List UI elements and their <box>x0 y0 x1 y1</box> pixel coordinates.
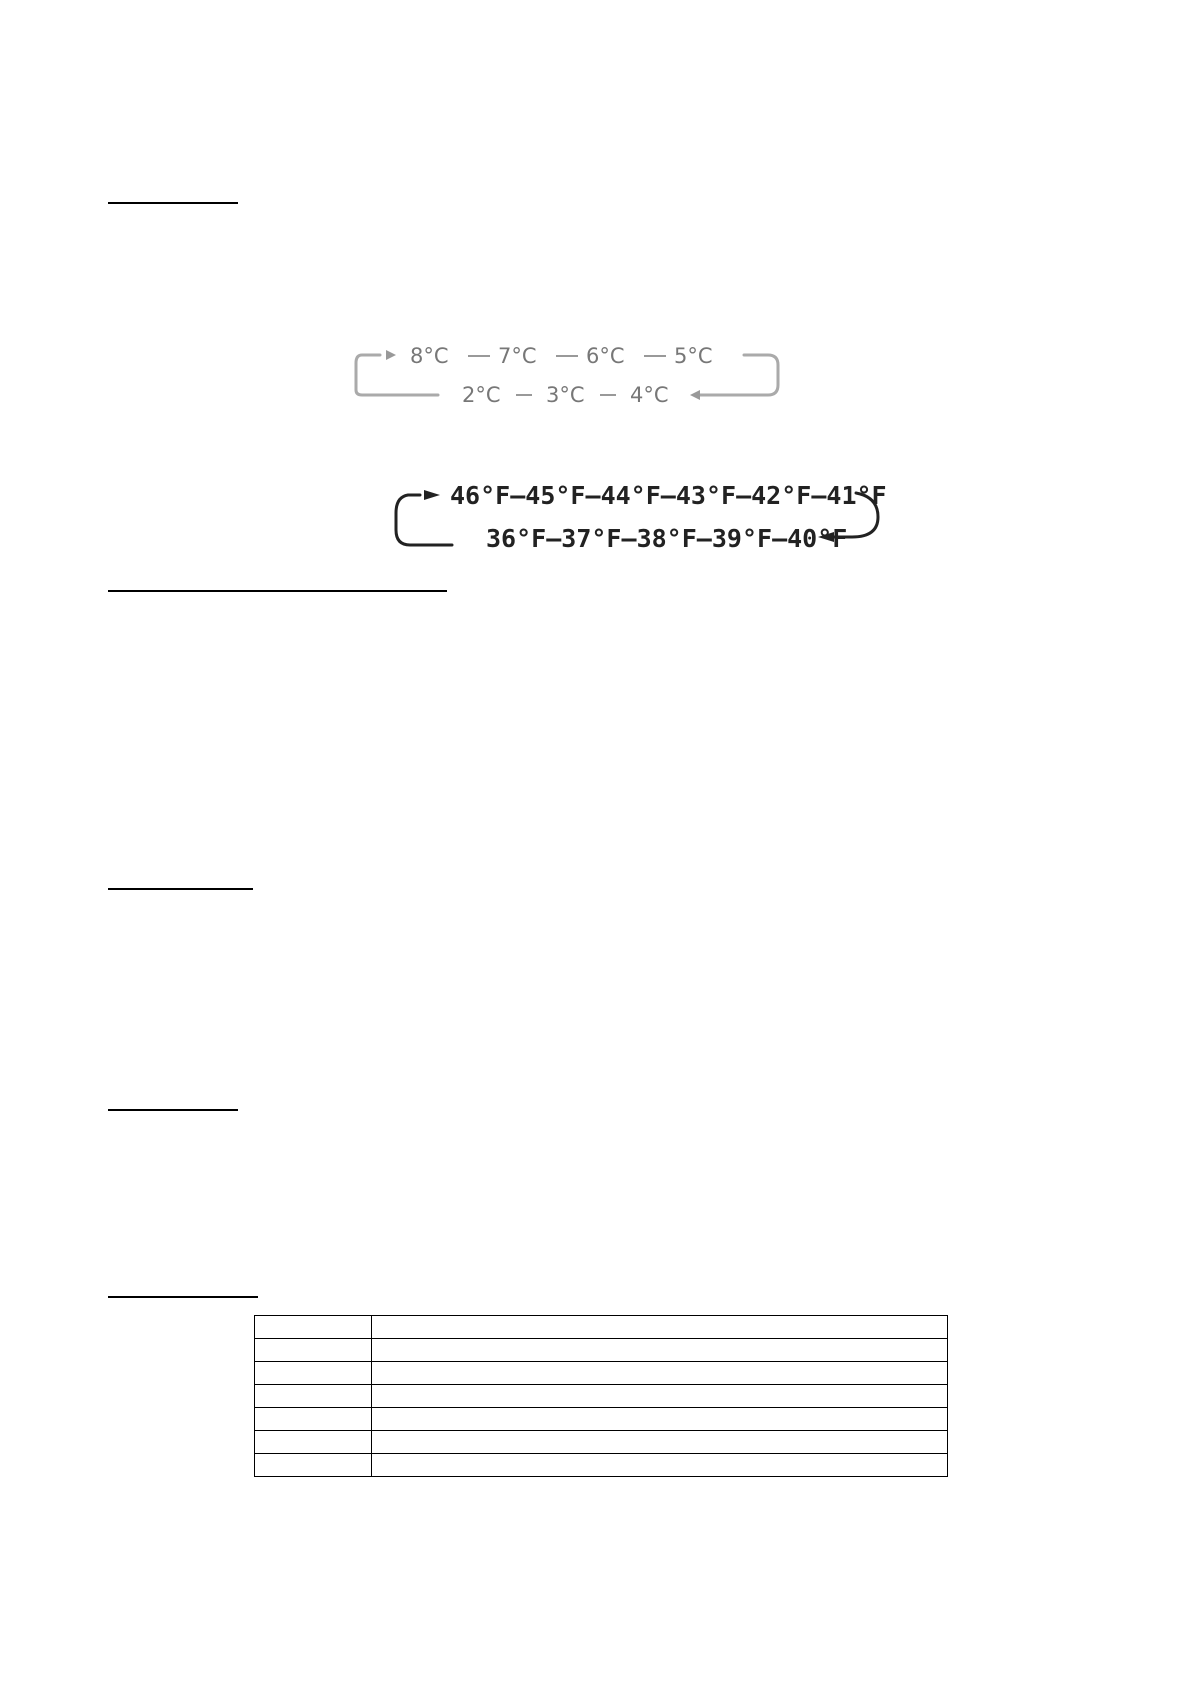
specification-table <box>254 1315 948 1477</box>
table-cell <box>372 1408 948 1431</box>
table-row <box>255 1408 948 1431</box>
table-cell <box>372 1316 948 1339</box>
table-cell <box>372 1339 948 1362</box>
celsius-top-1: 7°C <box>498 344 537 368</box>
table-cell <box>255 1385 372 1408</box>
celsius-top-2: 6°C <box>586 344 625 368</box>
celsius-top-3: 5°C <box>674 344 713 368</box>
section-2-heading-underline <box>108 590 447 592</box>
table-row <box>255 1454 948 1477</box>
section-4-heading-underline <box>108 1109 238 1111</box>
table-row <box>255 1431 948 1454</box>
celsius-bottom-0: 2°C <box>462 383 501 407</box>
table-row <box>255 1339 948 1362</box>
table-cell <box>255 1362 372 1385</box>
table-cell <box>255 1431 372 1454</box>
celsius-top-0: 8°C <box>410 344 449 368</box>
section-1-heading-underline <box>108 202 238 204</box>
celsius-bottom-2: 4°C <box>630 383 669 407</box>
celsius-cycle-diagram <box>350 330 790 410</box>
table-cell <box>255 1454 372 1477</box>
table-cell <box>255 1339 372 1362</box>
table-cell <box>372 1431 948 1454</box>
fahrenheit-bottom-row: 36°F–37°F–38°F–39°F–40°F <box>486 524 848 553</box>
celsius-bottom-1: 3°C <box>546 383 585 407</box>
table-cell <box>372 1454 948 1477</box>
section-3-heading-underline <box>108 888 253 890</box>
section-5-heading-underline <box>108 1296 258 1298</box>
table-cell <box>372 1362 948 1385</box>
fahrenheit-top-row: 46°F–45°F–44°F–43°F–42°F–41°F <box>450 481 887 510</box>
table-row <box>255 1362 948 1385</box>
table-row <box>255 1385 948 1408</box>
table-cell <box>372 1385 948 1408</box>
fahrenheit-cycle-diagram <box>390 475 890 555</box>
table-cell <box>255 1408 372 1431</box>
table-row <box>255 1316 948 1339</box>
table-cell <box>255 1316 372 1339</box>
